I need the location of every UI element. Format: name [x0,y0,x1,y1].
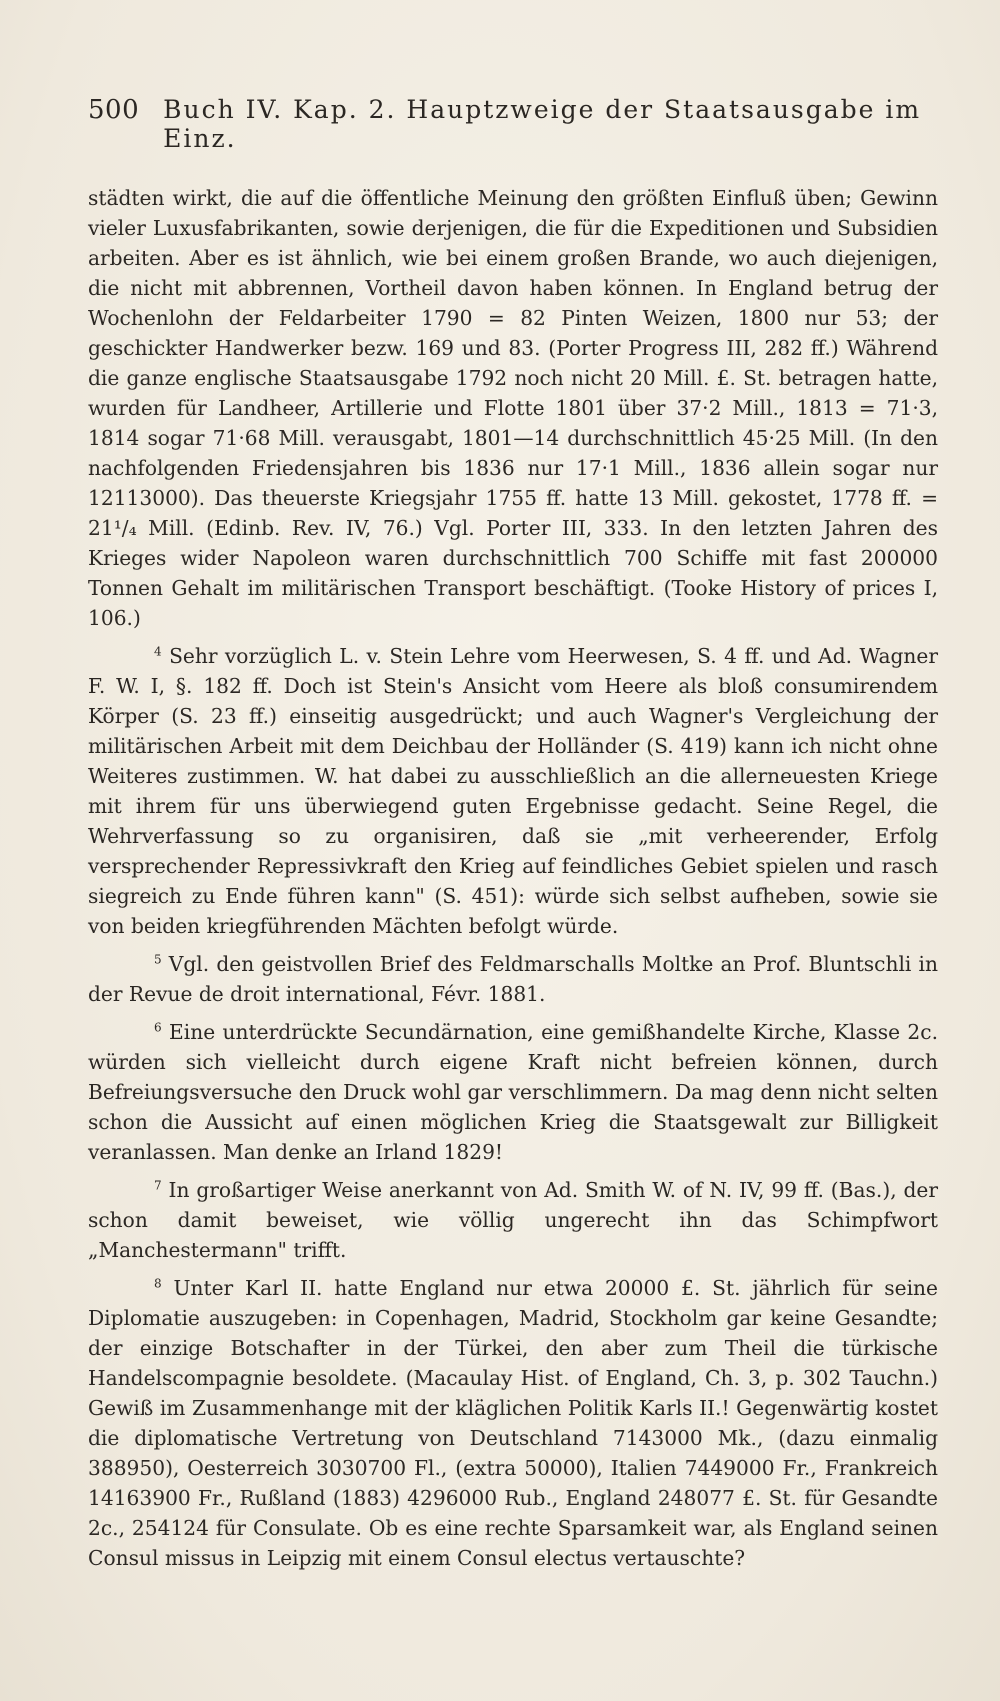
footnote-marker: 6 [154,1020,162,1035]
footnote-marker: 7 [154,1178,162,1193]
text-block [88,183,938,1573]
footnote-8 [88,1273,938,1573]
running-title: Buch IV. Kap. 2. Hauptzweige der Staatsausgabe im Einz. [163,95,922,153]
page-number: 500 [88,95,140,125]
footnote-text: Vgl. den geistvollen Brief des Feldmarschalls Moltke an Prof. Bluntschli in der Revue de droit international, Févr. 1881. [88,952,938,1006]
paragraph-text: städten wirkt, die auf die öffentliche Meinung den größten Einfluß üben; Gewinn vieler Luxusfabrikanten, sowie derjenigen, die für die Expeditionen und Subsidien arbeiten. Aber es ist ähnlich, wie bei einem großen Brande, wo auch diejenigen, die nicht mit abbrennen, Vortheil davon haben können. In England betrug der Wochenlohn der Feldarbeiter 1790 = 82 Pinten Weizen, 1800 nur 53; der geschickter Handwerker bezw. 169 und 83. (Porter Progress III, 282 ff.) Während die ganze englische Staatsausgabe 1792 noch nicht 20 Mill. £. St. betragen hatte, wurden für Landheer, Artillerie und Flotte 1801 über 37·2 Mill., 1813 = 71·3, 1814 sogar 71·68 Mill. verausgabt, 1801—14 durchschnittlich 45·25 Mill. (In den nachfolgenden Friedensjahren bis 1836 nur 17·1 Mill., 1836 allein sogar nur 12113000). Das theuerste Kriegsjahr 1755 ff. hatte 13 Mill. gekostet, 1778 ff. = 21¹/₄ Mill. (Edinb. Rev. IV, 76.) Vgl. Porter III, 333. In den letzten Jahren des Krieges wider Napoleon waren durchschnittlich 700 Schiffe mit fast 200000 Tonnen Gehalt im militärischen Transport beschäftigt. (Tooke History of prices I, 106.) [88,186,938,630]
footnote-text: Eine unterdrückte Secundärnation, eine gemißhandelte Kirche, Klasse 2c. würden sich vielleicht durch eigene Kraft nicht befreien können, durch Befreiungsversuche den Druck wohl gar verschlimmern. Da mag denn nicht selten schon die Aussicht auf einen möglichen Krieg die Staatsgewalt zur Billigkeit veranlassen. Man denke an Irland 1829! [88,1020,939,1164]
continuation-paragraph [88,183,938,633]
footnote-4 [88,641,938,941]
footnote-7 [88,1175,938,1265]
footnote-marker: 5 [154,952,162,967]
footnote-text: Unter Karl II. hatte England nur etwa 20000 £. St. jährlich für seine Diplomatie auszugeben: in Copenhagen, Madrid, Stockholm gar keine Gesandte; der einzige Botschafter in der Türkei, den aber zum Theil die türkische Handelscompagnie besoldete. (Macaulay Hist. of England, Ch. 3, p. 302 Tauchn.) Gewiß im Zusammenhange mit der kläglichen Politik Karls II.! Gegenwärtig kostet die diplomatische Vertretung von Deutschland 7143000 Mk., (dazu einmalig 388950), Oesterreich 3030700 Fl., (extra 50000), Italien 7449000 Fr., Frankreich 14163900 Fr., Rußland (1883) 4296000 Rub., England 248077 £. St. für Gesandte 2c., 254124 für Consulate. Ob es eine rechte Sparsamkeit war, als England seinen Consul missus in Leipzig mit einem Consul electus vertauschte? [88,1276,938,1570]
footnote-marker: 4 [154,644,162,659]
footnote-5 [88,949,938,1009]
footnote-text: Sehr vorzüglich L. v. Stein Lehre vom Heerwesen, S. 4 ff. und Ad. Wagner F. W. I, §. 182 ff. Doch ist Stein's Ansicht vom Heere als bloß consumirendem Körper (S. 23 ff.) einseitig ausgedrückt; und auch Wagner's Vergleichung der militärischen Arbeit mit dem Deichbau der Holländer (S. 419) kann ich nicht ohne Weiteres zustimmen. W. hat dabei zu ausschließlich an die allerneuesten Kriege mit ihrem für uns überwiegend guten Ergebnisse gedacht. Seine Regel, die Wehrverfassung so zu organisiren, daß sie „mit verheerender, Erfolg versprechender Repressivkraft den Krieg auf feindliches Gebiet spielen und rasch siegreich zu Ende führen kann" (S. 451): würde sich selbst aufheben, sowie sie von beiden kriegführenden Mächten befolgt würde. [88,644,938,938]
footnote-text: In großartiger Weise anerkannt von Ad. Smith W. of N. IV, 99 ff. (Bas.), der schon damit beweiset, wie völlig ungerecht ihn das Schimpfwort „Manchestermann" trifft. [88,1178,938,1262]
footnote-6 [88,1017,938,1167]
running-head [88,95,938,153]
footnote-marker: 8 [154,1276,162,1291]
